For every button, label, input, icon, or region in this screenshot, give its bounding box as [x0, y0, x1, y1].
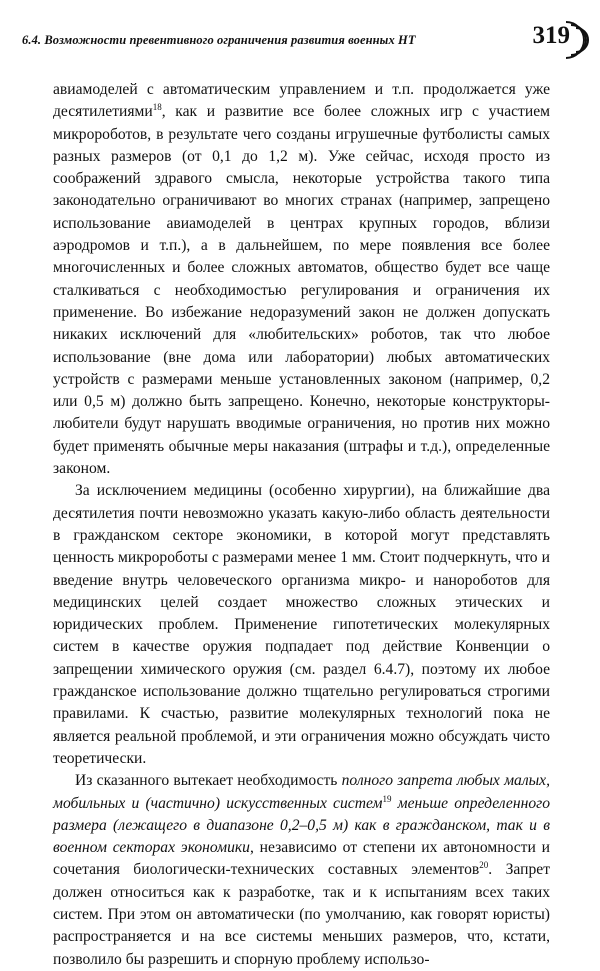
body-text: [53, 79, 550, 971]
paragraph-text: , независимо от степени их автономности и сочетания биологически-технических составных элементов: [53, 839, 550, 879]
paragraph: [53, 79, 550, 480]
emphasis-text: меньше определенного размера (лежащего в диапазоне 0,2–0,5 м) как в гражданском, так и в военном секторах экономики: [53, 794, 550, 857]
footnote-ref: 19: [382, 793, 392, 804]
footnote-ref: 18: [152, 102, 162, 113]
page-number-arcs-icon: [560, 18, 594, 62]
running-header: [22, 33, 544, 48]
page-number: 319: [532, 22, 570, 49]
paragraph: [53, 770, 550, 971]
footnote-ref: 20: [479, 860, 489, 871]
paragraph-text: За исключением медицины (особенно хирургии), на ближайшие два десятилетия почти невозможно указать какую-либо область деятельности в гражданском секторе экономики, в которой могут представлять ценность микророботы с размерами менее 1 мм. Стоит подчеркнуть, что и введение внутрь человеческого организма микро- и нанороботов для медицинских целей создает множество сложных этических и юридических проблем. Применение гипотетических молекулярных систем в качестве оружия подпадает под действие Конвенции о запрещении химического оружия (см. раздел 6.4.7), поэтому их любое гражданское использование должно тщательно регулироваться строгими правилами. К счастью, развитие молекулярных технологий пока не является реальной проблемой, и эти ограничения можно обсуждать чисто теоретически.: [53, 482, 550, 767]
paragraph-text: авиамоделей с автоматическим управлением и т.п. продолжается уже десятилетиями: [53, 81, 550, 121]
paragraph-text: Из сказанного вытекает необходимость: [75, 772, 342, 790]
paragraph-text: , как и развитие все более сложных игр с участием микророботов, в результате чего созданы игрушечные футболисты самых разных размеров (от 0,1 до 1,2 м). Уже сейчас, исходя просто из соображений здравого смысла, некоторые устройства такого типа законодательно ограничивают во многих странах (например, запрещено использование авиамоделей в центрах крупных городов, вблизи аэродромов и т.п.), а в дальнейшем, по мере появления все более многочисленных и более сложных автоматов, общество будет все чаще сталкиваться с необходимостью регулирования и ограничения их применение. Во избежание недоразумений закон не должен допускать никаких исключений для «любительских» роботов, так что любое использование (вне дома или лаборатории) любых автоматических устройств с размерами меньше установленных законом (например, 0,2 или 0,5 м) должно быть запрещено. Конечно, некоторые конструкторы-любители будут нарушать вводимые ограничения, но против них можно будет применять обычные меры наказания (штрафы и т.д.), определенные законом.: [53, 103, 550, 478]
paragraph-text: . Запрет должен относиться как к разработке, так и к испытаниям всех таких систем. При этом он автоматически (по умолчанию, как говорят юристы) распространяется и на все системы меньших размеров, что, кстати, позволило бы разрешить и спорную проблему использо-: [53, 861, 551, 968]
paragraph: [53, 480, 550, 770]
emphasis-text: полного запрета любых малых, мобильных и (частично) искусственных систем: [53, 772, 550, 812]
running-title: 6.4. Возможности превентивного ограничения развития военных НТ: [22, 33, 416, 47]
